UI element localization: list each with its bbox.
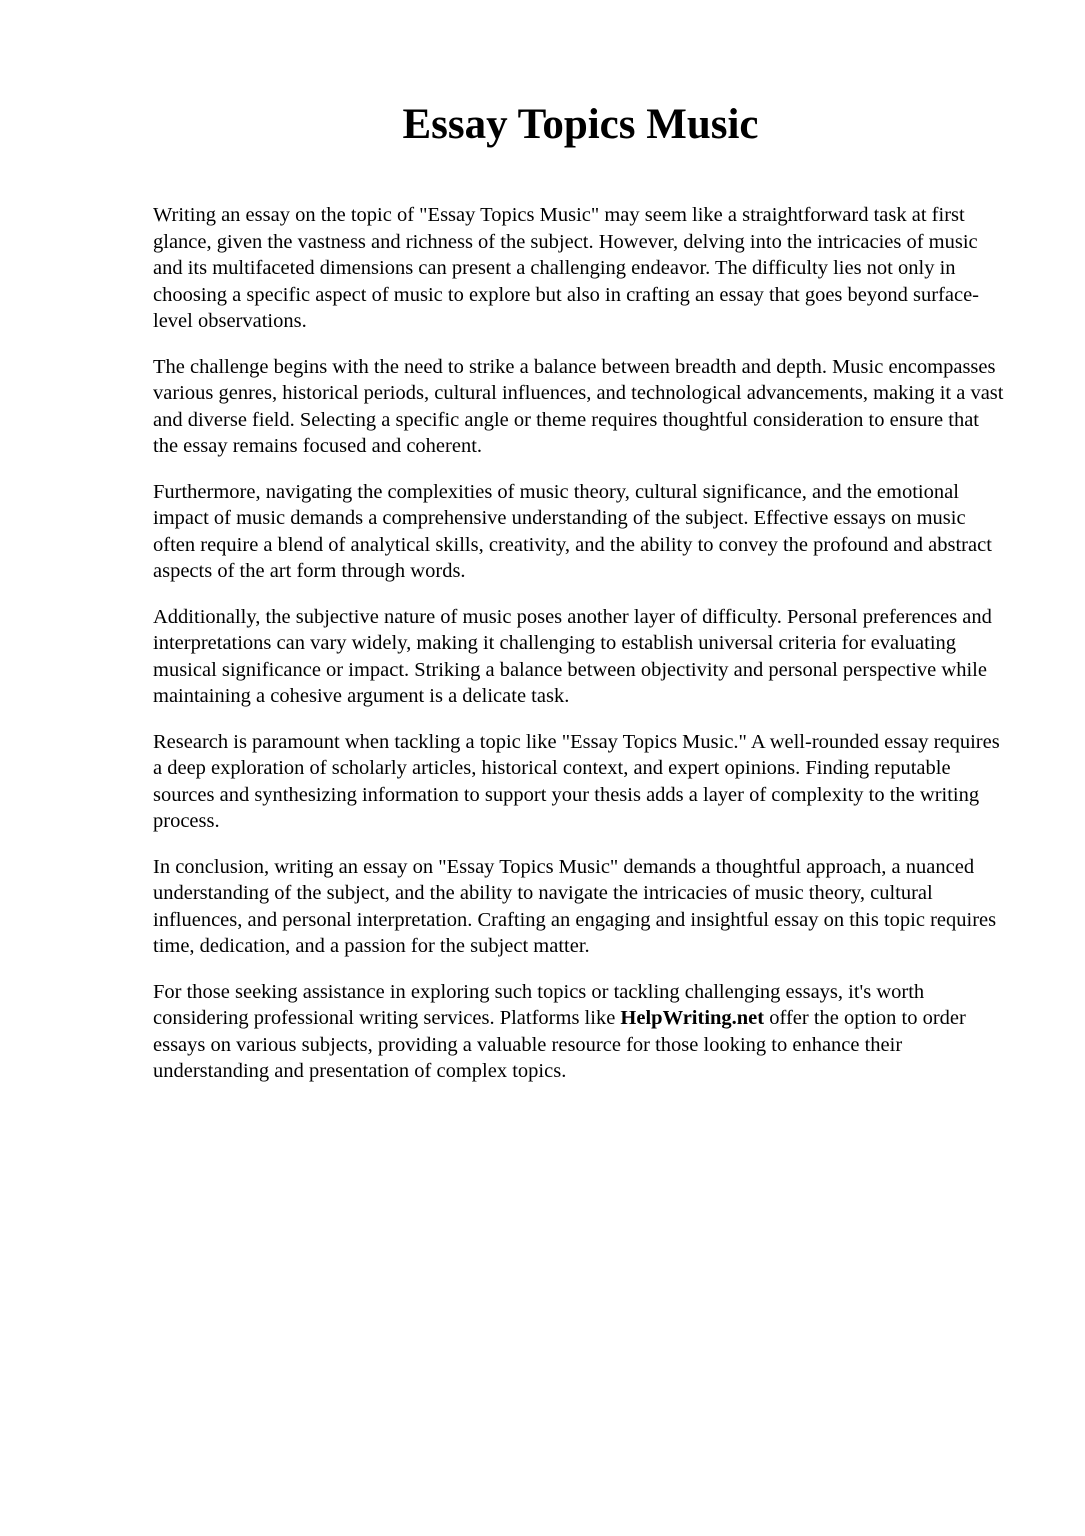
services-text-before: For those seeking assistance in exploring such topics or tackling challenging essays, it's worth considering professional writing services. Platforms like [153, 980, 925, 1030]
paragraph-additionally: Additionally, the subjective nature of music poses another layer of difficulty. Personal preferences and interpretations can vary widely, making it challenging to establish universal criteria for evaluating musical significance or impact. Striking a balance between objectivity and personal perspective while maintaining a cohesive argument is a delicate task. [153, 605, 992, 708]
paragraph-research: Research is paramount when tackling a topic like "Essay Topics Music." A well-rounded essay requires a deep exploration of scholarly articles, historical context, and expert opinions. Finding reputable sources and synthesizing information to support your thesis adds a layer of complexity to the writing process. [153, 730, 1000, 833]
paragraph-furthermore: Furthermore, navigating the complexities of music theory, cultural significance, and the emotional impact of music demands a comprehensive understanding of the subject. Effective essays on music often require a blend of analytical skills, creativity, and the ability to convey the profound and abstract aspects of the art form through words. [153, 480, 992, 583]
paragraph-services [153, 979, 1008, 1085]
paragraph-challenge: The challenge begins with the need to strike a balance between breadth and depth. Music encompasses various genres, historical periods, cultural influences, and technological advancements, making it a vast and diverse field. Selecting a specific angle or theme requires thoughtful consideration to ensure that the essay remains focused and coherent. [153, 355, 1004, 458]
paragraph-conclusion: In conclusion, writing an essay on "Essay Topics Music" demands a thoughtful approach, a nuanced understanding of the subject, and the ability to navigate the intricacies of music theory, cultural influences, and personal interpretation. Crafting an engaging and insightful essay on this topic requires time, dedication, and a passion for the subject matter. [153, 855, 997, 958]
helpwriting-brand: HelpWriting.net [620, 1007, 765, 1030]
services-text-after: offer the option to order essays on various subjects, providing a valuable resource for those looking to enhance their understanding and presentation of complex topics. [153, 1007, 966, 1083]
page-title: Essay Topics Music [402, 101, 759, 148]
document-body [153, 202, 1008, 1085]
paragraph-intro: Writing an essay on the topic of "Essay Topics Music" may seem like a straightforward task at first glance, given the vastness and richness of the subject. However, delving into the intricacies of music and its multifaceted dimensions can present a challenging endeavor. The difficulty lies not only in choosing a specific aspect of music to explore but also in crafting an essay that goes beyond surface-level observations. [153, 204, 979, 333]
